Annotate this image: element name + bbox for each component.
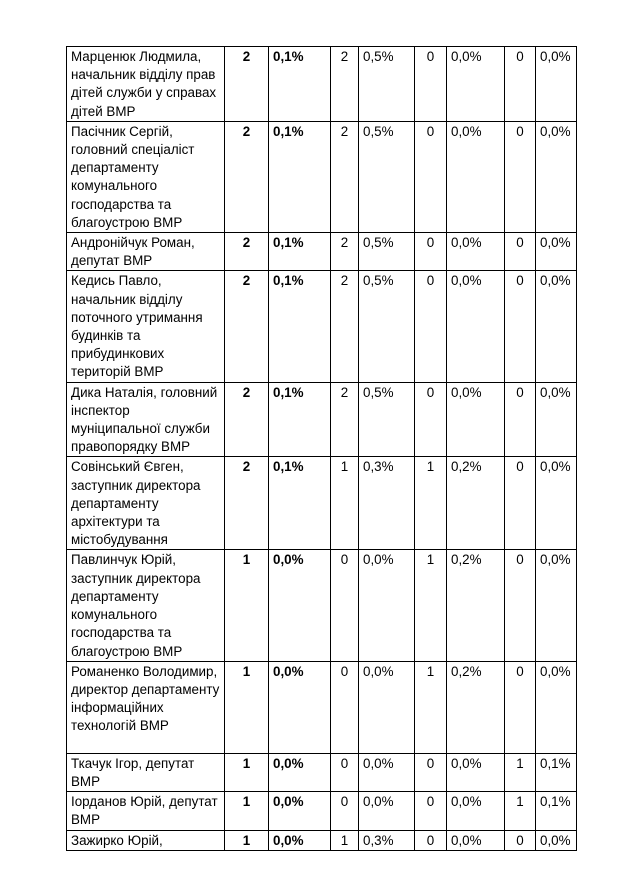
count-cell-2: 1 <box>415 550 447 661</box>
count-cell-2: 0 <box>415 271 447 382</box>
total-percent-cell: 0,1% <box>269 233 331 271</box>
percent-cell-3: 0,0% <box>536 550 577 661</box>
percent-cell-1: 0,3% <box>359 457 415 550</box>
count-cell-2: 0 <box>415 121 447 232</box>
total-percent-cell: 0,1% <box>269 457 331 550</box>
percent-cell-2: 0,2% <box>447 550 505 661</box>
percent-cell-3: 0,0% <box>536 830 577 850</box>
percent-cell-1: 0,5% <box>359 382 415 457</box>
person-name-cell: Павлинчук Юрій, заступник директора департаменту комунального господарства та благоустрою ВМР <box>67 550 225 661</box>
total-percent-cell: 0,0% <box>269 830 331 850</box>
person-name-cell: Марценюк Людмила, начальник відділу прав дітей служби у справах дітей ВМР <box>67 47 225 122</box>
total-percent-cell: 0,1% <box>269 47 331 122</box>
total-percent-cell: 0,1% <box>269 121 331 232</box>
count-cell-1: 2 <box>331 47 359 122</box>
total-count-cell: 1 <box>225 792 269 830</box>
person-name-cell: Совінський Євген, заступник директора департаменту архітектури та містобудування <box>67 457 225 550</box>
table-row <box>67 830 577 850</box>
percent-cell-1: 0,0% <box>359 550 415 661</box>
count-cell-3: 0 <box>505 550 536 661</box>
total-count-cell: 2 <box>225 121 269 232</box>
total-percent-cell: 0,0% <box>269 792 331 830</box>
percent-cell-1: 0,5% <box>359 233 415 271</box>
count-cell-1: 1 <box>331 830 359 850</box>
percent-cell-1: 0,0% <box>359 661 415 753</box>
total-count-cell: 2 <box>225 47 269 122</box>
table-row <box>67 47 577 122</box>
count-cell-3: 0 <box>505 661 536 753</box>
count-cell-3: 1 <box>505 792 536 830</box>
count-cell-2: 0 <box>415 753 447 791</box>
percent-cell-2: 0,0% <box>447 271 505 382</box>
percent-cell-3: 0,0% <box>536 661 577 753</box>
table-row <box>67 271 577 382</box>
count-cell-2: 1 <box>415 457 447 550</box>
percent-cell-2: 0,0% <box>447 792 505 830</box>
total-percent-cell: 0,0% <box>269 550 331 661</box>
total-percent-cell: 0,0% <box>269 661 331 753</box>
person-name-cell: Зажирко Юрій, <box>67 830 225 850</box>
total-count-cell: 2 <box>225 382 269 457</box>
total-percent-cell: 0,1% <box>269 382 331 457</box>
percent-cell-3: 0,1% <box>536 792 577 830</box>
percent-cell-1: 0,0% <box>359 753 415 791</box>
percent-cell-3: 0,0% <box>536 382 577 457</box>
person-name-cell: Андронійчук Роман, депутат ВМР <box>67 233 225 271</box>
percent-cell-2: 0,0% <box>447 121 505 232</box>
count-cell-1: 0 <box>331 792 359 830</box>
count-cell-2: 1 <box>415 661 447 753</box>
count-cell-1: 2 <box>331 271 359 382</box>
person-name-cell: Дика Наталія, головний інспектор муніципальної служби правопорядку ВМР <box>67 382 225 457</box>
percent-cell-3: 0,0% <box>536 121 577 232</box>
table-row <box>67 550 577 661</box>
results-table-body <box>67 47 577 851</box>
percent-cell-3: 0,1% <box>536 753 577 791</box>
count-cell-1: 1 <box>331 457 359 550</box>
count-cell-3: 0 <box>505 121 536 232</box>
percent-cell-2: 0,0% <box>447 830 505 850</box>
count-cell-1: 2 <box>331 233 359 271</box>
count-cell-1: 0 <box>331 550 359 661</box>
count-cell-3: 0 <box>505 457 536 550</box>
total-count-cell: 2 <box>225 457 269 550</box>
total-count-cell: 1 <box>225 661 269 753</box>
count-cell-2: 0 <box>415 792 447 830</box>
percent-cell-3: 0,0% <box>536 457 577 550</box>
percent-cell-1: 0,5% <box>359 47 415 122</box>
count-cell-3: 0 <box>505 233 536 271</box>
person-name-cell: Пасічник Сергій, головний спеціаліст департаменту комунального господарства та благоустрою ВМР <box>67 121 225 232</box>
count-cell-2: 0 <box>415 233 447 271</box>
count-cell-2: 0 <box>415 382 447 457</box>
total-count-cell: 1 <box>225 830 269 850</box>
percent-cell-1: 0,0% <box>359 792 415 830</box>
table-row <box>67 792 577 830</box>
percent-cell-3: 0,0% <box>536 271 577 382</box>
percent-cell-3: 0,0% <box>536 233 577 271</box>
table-row <box>67 457 577 550</box>
count-cell-2: 0 <box>415 47 447 122</box>
count-cell-2: 0 <box>415 830 447 850</box>
count-cell-3: 1 <box>505 753 536 791</box>
person-name-cell: Ткачук Ігор, депутат ВМР <box>67 753 225 791</box>
count-cell-1: 0 <box>331 661 359 753</box>
results-table <box>66 46 577 851</box>
total-count-cell: 1 <box>225 550 269 661</box>
percent-cell-2: 0,0% <box>447 233 505 271</box>
total-percent-cell: 0,0% <box>269 753 331 791</box>
table-row <box>67 233 577 271</box>
count-cell-1: 2 <box>331 382 359 457</box>
percent-cell-2: 0,2% <box>447 661 505 753</box>
total-count-cell: 2 <box>225 271 269 382</box>
total-count-cell: 2 <box>225 233 269 271</box>
percent-cell-1: 0,5% <box>359 121 415 232</box>
count-cell-1: 2 <box>331 121 359 232</box>
percent-cell-1: 0,3% <box>359 830 415 850</box>
count-cell-1: 0 <box>331 753 359 791</box>
total-percent-cell: 0,1% <box>269 271 331 382</box>
percent-cell-2: 0,0% <box>447 47 505 122</box>
table-row <box>67 753 577 791</box>
count-cell-3: 0 <box>505 271 536 382</box>
count-cell-3: 0 <box>505 830 536 850</box>
table-row <box>67 661 577 753</box>
count-cell-3: 0 <box>505 382 536 457</box>
table-row <box>67 121 577 232</box>
percent-cell-2: 0,0% <box>447 753 505 791</box>
percent-cell-2: 0,0% <box>447 382 505 457</box>
person-name-cell: Романенко Володимир, директор департаменту інформаційних технологій ВМР <box>67 661 225 753</box>
person-name-cell: Іорданов Юрій, депутат ВМР <box>67 792 225 830</box>
table-row <box>67 382 577 457</box>
percent-cell-3: 0,0% <box>536 47 577 122</box>
total-count-cell: 1 <box>225 753 269 791</box>
percent-cell-1: 0,5% <box>359 271 415 382</box>
count-cell-3: 0 <box>505 47 536 122</box>
person-name-cell: Кедись Павло, начальник відділу поточного утримання будинків та прибудинкових територій ВМР <box>67 271 225 382</box>
percent-cell-2: 0,2% <box>447 457 505 550</box>
